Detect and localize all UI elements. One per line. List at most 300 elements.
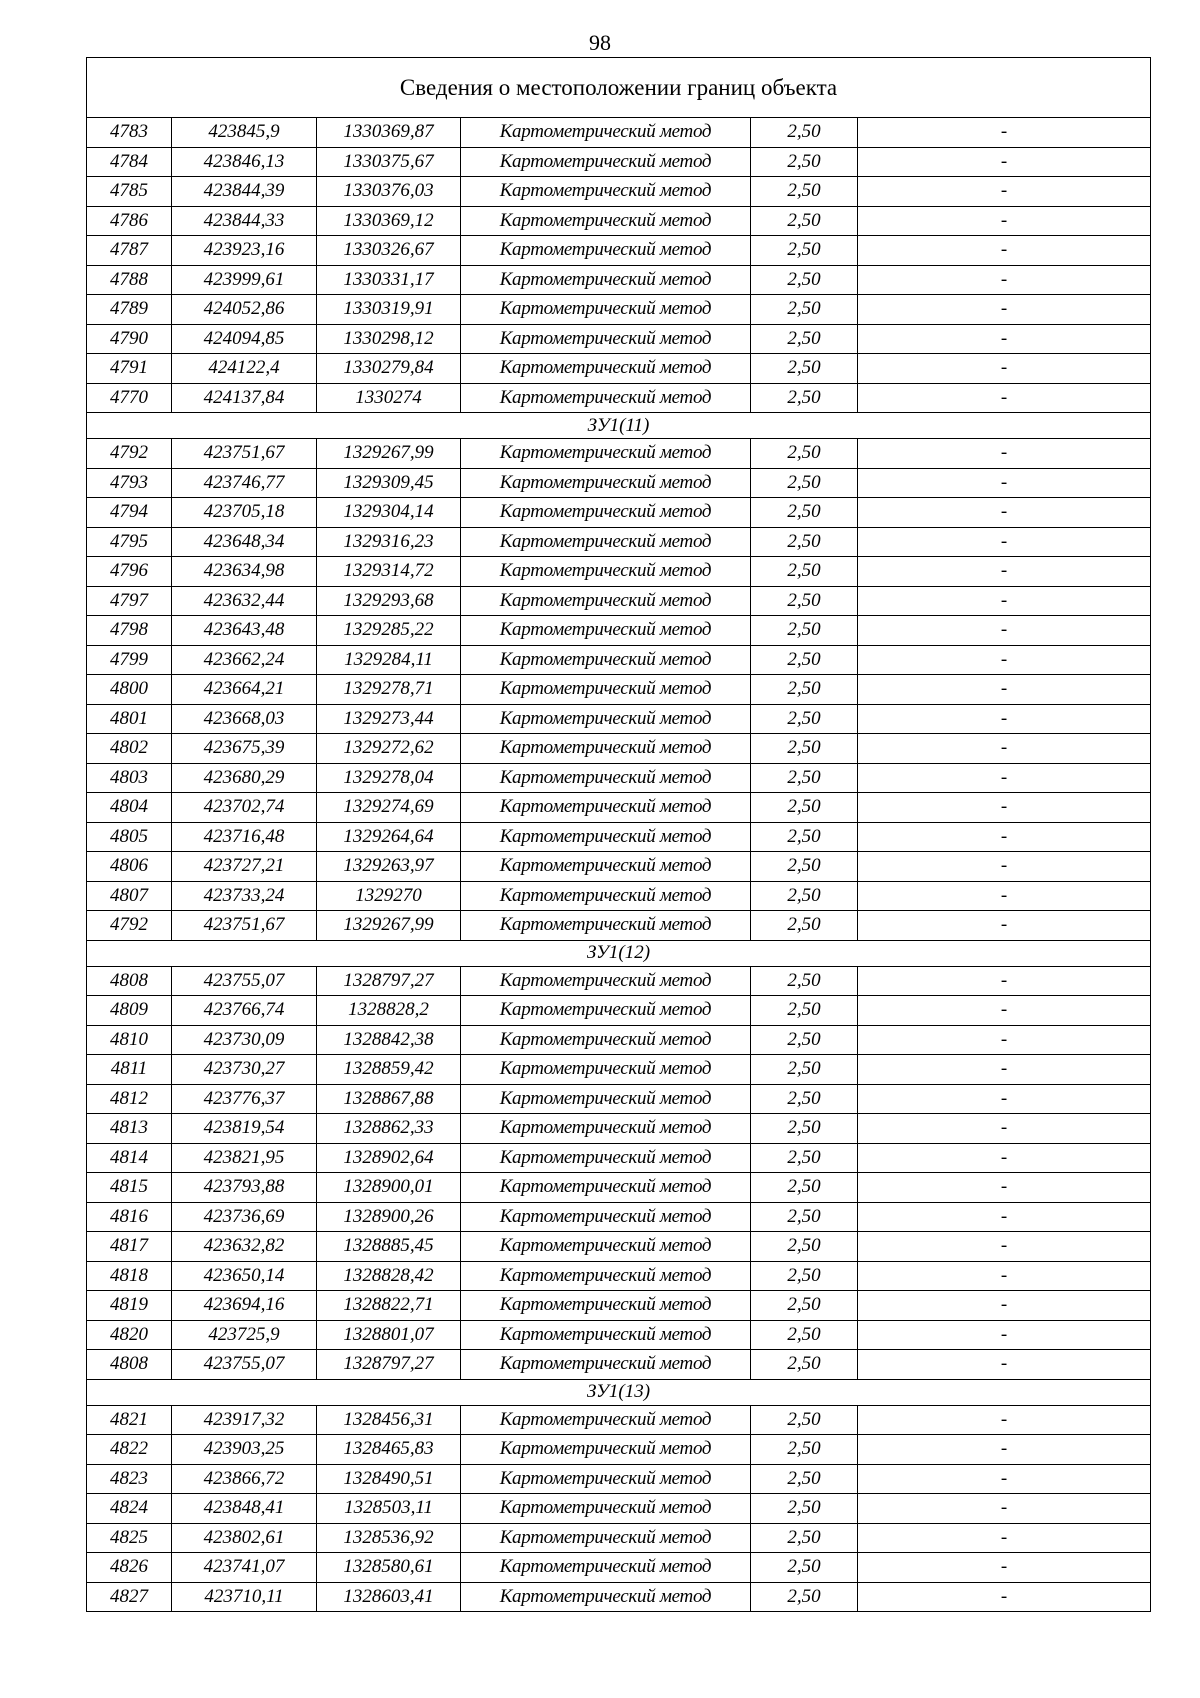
method-cell: Картометрический метод bbox=[461, 439, 751, 469]
accuracy-cell: 2,50 bbox=[751, 1405, 858, 1435]
x-coordinate-cell: 423664,21 bbox=[172, 675, 317, 705]
point-number-cell: 4802 bbox=[87, 734, 172, 764]
method-cell: Картометрический метод bbox=[461, 1055, 751, 1085]
description-cell: - bbox=[858, 616, 1151, 646]
boundary-coordinates-table bbox=[86, 57, 1151, 1612]
table-row bbox=[87, 1114, 1151, 1144]
point-number-cell: 4788 bbox=[87, 265, 172, 295]
method-cell: Картометрический метод bbox=[461, 911, 751, 941]
x-coordinate-cell: 423730,27 bbox=[172, 1055, 317, 1085]
x-coordinate-cell: 423632,44 bbox=[172, 586, 317, 616]
point-number-cell: 4809 bbox=[87, 996, 172, 1026]
point-number-cell: 4785 bbox=[87, 177, 172, 207]
table-title: Сведения о местоположении границ объекта bbox=[87, 58, 1151, 118]
table-row bbox=[87, 852, 1151, 882]
accuracy-cell: 2,50 bbox=[751, 852, 858, 882]
x-coordinate-cell: 423725,9 bbox=[172, 1320, 317, 1350]
accuracy-cell: 2,50 bbox=[751, 527, 858, 557]
point-number-cell: 4792 bbox=[87, 911, 172, 941]
method-cell: Картометрический метод bbox=[461, 645, 751, 675]
description-cell: - bbox=[858, 206, 1151, 236]
accuracy-cell: 2,50 bbox=[751, 1350, 858, 1380]
method-cell: Картометрический метод bbox=[461, 1114, 751, 1144]
point-number-cell: 4803 bbox=[87, 763, 172, 793]
description-cell: - bbox=[858, 1202, 1151, 1232]
accuracy-cell: 2,50 bbox=[751, 966, 858, 996]
description-cell: - bbox=[858, 1464, 1151, 1494]
accuracy-cell: 2,50 bbox=[751, 996, 858, 1026]
description-cell: - bbox=[858, 645, 1151, 675]
method-cell: Картометрический метод bbox=[461, 1435, 751, 1465]
x-coordinate-cell: 424094,85 bbox=[172, 324, 317, 354]
y-coordinate-cell: 1328900,26 bbox=[317, 1202, 461, 1232]
method-cell: Картометрический метод bbox=[461, 177, 751, 207]
description-cell: - bbox=[858, 734, 1151, 764]
accuracy-cell: 2,50 bbox=[751, 1494, 858, 1524]
table-row bbox=[87, 354, 1151, 384]
point-number-cell: 4806 bbox=[87, 852, 172, 882]
x-coordinate-cell: 423643,48 bbox=[172, 616, 317, 646]
method-cell: Картометрический метод bbox=[461, 236, 751, 266]
table-row bbox=[87, 1435, 1151, 1465]
y-coordinate-cell: 1329309,45 bbox=[317, 468, 461, 498]
accuracy-cell: 2,50 bbox=[751, 1143, 858, 1173]
point-number-cell: 4808 bbox=[87, 1350, 172, 1380]
y-coordinate-cell: 1328465,83 bbox=[317, 1435, 461, 1465]
x-coordinate-cell: 423680,29 bbox=[172, 763, 317, 793]
description-cell: - bbox=[858, 236, 1151, 266]
accuracy-cell: 2,50 bbox=[751, 1025, 858, 1055]
accuracy-cell: 2,50 bbox=[751, 265, 858, 295]
y-coordinate-cell: 1328862,33 bbox=[317, 1114, 461, 1144]
section-label: ЗУ1(11) bbox=[87, 413, 1151, 439]
x-coordinate-cell: 423662,24 bbox=[172, 645, 317, 675]
description-cell: - bbox=[858, 147, 1151, 177]
x-coordinate-cell: 423846,13 bbox=[172, 147, 317, 177]
description-cell: - bbox=[858, 675, 1151, 705]
x-coordinate-cell: 423802,61 bbox=[172, 1523, 317, 1553]
table-row bbox=[87, 147, 1151, 177]
point-number-cell: 4821 bbox=[87, 1405, 172, 1435]
point-number-cell: 4813 bbox=[87, 1114, 172, 1144]
accuracy-cell: 2,50 bbox=[751, 881, 858, 911]
method-cell: Картометрический метод bbox=[461, 527, 751, 557]
x-coordinate-cell: 423845,9 bbox=[172, 118, 317, 148]
accuracy-cell: 2,50 bbox=[751, 1202, 858, 1232]
accuracy-cell: 2,50 bbox=[751, 206, 858, 236]
table-row bbox=[87, 177, 1151, 207]
method-cell: Картометрический метод bbox=[461, 147, 751, 177]
x-coordinate-cell: 423903,25 bbox=[172, 1435, 317, 1465]
method-cell: Картометрический метод bbox=[461, 1320, 751, 1350]
x-coordinate-cell: 423848,41 bbox=[172, 1494, 317, 1524]
point-number-cell: 4817 bbox=[87, 1232, 172, 1262]
y-coordinate-cell: 1328867,88 bbox=[317, 1084, 461, 1114]
x-coordinate-cell: 424052,86 bbox=[172, 295, 317, 325]
table-row bbox=[87, 236, 1151, 266]
point-number-cell: 4783 bbox=[87, 118, 172, 148]
accuracy-cell: 2,50 bbox=[751, 734, 858, 764]
point-number-cell: 4814 bbox=[87, 1143, 172, 1173]
method-cell: Картометрический метод bbox=[461, 704, 751, 734]
point-number-cell: 4786 bbox=[87, 206, 172, 236]
x-coordinate-cell: 423766,74 bbox=[172, 996, 317, 1026]
accuracy-cell: 2,50 bbox=[751, 1291, 858, 1321]
method-cell: Картометрический метод bbox=[461, 295, 751, 325]
y-coordinate-cell: 1329316,23 bbox=[317, 527, 461, 557]
accuracy-cell: 2,50 bbox=[751, 295, 858, 325]
description-cell: - bbox=[858, 1261, 1151, 1291]
x-coordinate-cell: 423844,39 bbox=[172, 177, 317, 207]
x-coordinate-cell: 423733,24 bbox=[172, 881, 317, 911]
description-cell: - bbox=[858, 1055, 1151, 1085]
point-number-cell: 4796 bbox=[87, 557, 172, 587]
y-coordinate-cell: 1328842,38 bbox=[317, 1025, 461, 1055]
method-cell: Картометрический метод bbox=[461, 118, 751, 148]
table-row bbox=[87, 1582, 1151, 1612]
y-coordinate-cell: 1329273,44 bbox=[317, 704, 461, 734]
method-cell: Картометрический метод bbox=[461, 1582, 751, 1612]
y-coordinate-cell: 1330319,91 bbox=[317, 295, 461, 325]
y-coordinate-cell: 1328885,45 bbox=[317, 1232, 461, 1262]
method-cell: Картометрический метод bbox=[461, 586, 751, 616]
method-cell: Картометрический метод bbox=[461, 1291, 751, 1321]
y-coordinate-cell: 1328797,27 bbox=[317, 966, 461, 996]
method-cell: Картометрический метод bbox=[461, 324, 751, 354]
table-row bbox=[87, 206, 1151, 236]
table-row bbox=[87, 468, 1151, 498]
accuracy-cell: 2,50 bbox=[751, 793, 858, 823]
y-coordinate-cell: 1328801,07 bbox=[317, 1320, 461, 1350]
y-coordinate-cell: 1329267,99 bbox=[317, 439, 461, 469]
accuracy-cell: 2,50 bbox=[751, 498, 858, 528]
y-coordinate-cell: 1328902,64 bbox=[317, 1143, 461, 1173]
table-row bbox=[87, 1405, 1151, 1435]
x-coordinate-cell: 423819,54 bbox=[172, 1114, 317, 1144]
x-coordinate-cell: 423923,16 bbox=[172, 236, 317, 266]
method-cell: Картометрический метод bbox=[461, 354, 751, 384]
table-row bbox=[87, 675, 1151, 705]
table-row bbox=[87, 911, 1151, 941]
method-cell: Картометрический метод bbox=[461, 966, 751, 996]
table-row bbox=[87, 996, 1151, 1026]
y-coordinate-cell: 1329285,22 bbox=[317, 616, 461, 646]
table-row bbox=[87, 265, 1151, 295]
table-row bbox=[87, 966, 1151, 996]
description-cell: - bbox=[858, 704, 1151, 734]
point-number-cell: 4808 bbox=[87, 966, 172, 996]
accuracy-cell: 2,50 bbox=[751, 439, 858, 469]
method-cell: Картометрический метод bbox=[461, 763, 751, 793]
table-row bbox=[87, 734, 1151, 764]
description-cell: - bbox=[858, 966, 1151, 996]
description-cell: - bbox=[858, 911, 1151, 941]
point-number-cell: 4819 bbox=[87, 1291, 172, 1321]
description-cell: - bbox=[858, 1143, 1151, 1173]
table-row bbox=[87, 763, 1151, 793]
description-cell: - bbox=[858, 1025, 1151, 1055]
point-number-cell: 4787 bbox=[87, 236, 172, 266]
accuracy-cell: 2,50 bbox=[751, 586, 858, 616]
description-cell: - bbox=[858, 295, 1151, 325]
point-number-cell: 4793 bbox=[87, 468, 172, 498]
y-coordinate-cell: 1328503,11 bbox=[317, 1494, 461, 1524]
description-cell: - bbox=[858, 1320, 1151, 1350]
table-row bbox=[87, 616, 1151, 646]
accuracy-cell: 2,50 bbox=[751, 1435, 858, 1465]
accuracy-cell: 2,50 bbox=[751, 1464, 858, 1494]
point-number-cell: 4810 bbox=[87, 1025, 172, 1055]
x-coordinate-cell: 423844,33 bbox=[172, 206, 317, 236]
description-cell: - bbox=[858, 1114, 1151, 1144]
x-coordinate-cell: 423741,07 bbox=[172, 1553, 317, 1583]
description-cell: - bbox=[858, 1350, 1151, 1380]
table-row bbox=[87, 1173, 1151, 1203]
accuracy-cell: 2,50 bbox=[751, 468, 858, 498]
method-cell: Картометрический метод bbox=[461, 1350, 751, 1380]
description-cell: - bbox=[858, 557, 1151, 587]
y-coordinate-cell: 1330331,17 bbox=[317, 265, 461, 295]
point-number-cell: 4799 bbox=[87, 645, 172, 675]
y-coordinate-cell: 1330369,12 bbox=[317, 206, 461, 236]
description-cell: - bbox=[858, 324, 1151, 354]
description-cell: - bbox=[858, 1084, 1151, 1114]
y-coordinate-cell: 1328828,42 bbox=[317, 1261, 461, 1291]
x-coordinate-cell: 423710,11 bbox=[172, 1582, 317, 1612]
y-coordinate-cell: 1329304,14 bbox=[317, 498, 461, 528]
y-coordinate-cell: 1328828,2 bbox=[317, 996, 461, 1026]
table-row bbox=[87, 295, 1151, 325]
description-cell: - bbox=[858, 793, 1151, 823]
method-cell: Картометрический метод bbox=[461, 675, 751, 705]
method-cell: Картометрический метод bbox=[461, 852, 751, 882]
point-number-cell: 4816 bbox=[87, 1202, 172, 1232]
method-cell: Картометрический метод bbox=[461, 793, 751, 823]
method-cell: Картометрический метод bbox=[461, 1173, 751, 1203]
table-row bbox=[87, 1350, 1151, 1380]
x-coordinate-cell: 423755,07 bbox=[172, 966, 317, 996]
point-number-cell: 4770 bbox=[87, 383, 172, 413]
y-coordinate-cell: 1328603,41 bbox=[317, 1582, 461, 1612]
description-cell: - bbox=[858, 1435, 1151, 1465]
point-number-cell: 4818 bbox=[87, 1261, 172, 1291]
x-coordinate-cell: 423736,69 bbox=[172, 1202, 317, 1232]
section-label: ЗУ1(13) bbox=[87, 1379, 1151, 1405]
y-coordinate-cell: 1329274,69 bbox=[317, 793, 461, 823]
point-number-cell: 4801 bbox=[87, 704, 172, 734]
accuracy-cell: 2,50 bbox=[751, 1232, 858, 1262]
x-coordinate-cell: 423716,48 bbox=[172, 822, 317, 852]
method-cell: Картометрический метод bbox=[461, 1261, 751, 1291]
point-number-cell: 4798 bbox=[87, 616, 172, 646]
table-row bbox=[87, 793, 1151, 823]
accuracy-cell: 2,50 bbox=[751, 118, 858, 148]
y-coordinate-cell: 1329314,72 bbox=[317, 557, 461, 587]
x-coordinate-cell: 423634,98 bbox=[172, 557, 317, 587]
point-number-cell: 4791 bbox=[87, 354, 172, 384]
table-row bbox=[87, 1232, 1151, 1262]
accuracy-cell: 2,50 bbox=[751, 1553, 858, 1583]
accuracy-cell: 2,50 bbox=[751, 1523, 858, 1553]
x-coordinate-cell: 423793,88 bbox=[172, 1173, 317, 1203]
description-cell: - bbox=[858, 265, 1151, 295]
table-title-row bbox=[87, 58, 1151, 118]
point-number-cell: 4820 bbox=[87, 1320, 172, 1350]
y-coordinate-cell: 1328859,42 bbox=[317, 1055, 461, 1085]
table-row bbox=[87, 1143, 1151, 1173]
accuracy-cell: 2,50 bbox=[751, 616, 858, 646]
accuracy-cell: 2,50 bbox=[751, 822, 858, 852]
y-coordinate-cell: 1330279,84 bbox=[317, 354, 461, 384]
description-cell: - bbox=[858, 1291, 1151, 1321]
accuracy-cell: 2,50 bbox=[751, 911, 858, 941]
x-coordinate-cell: 423821,95 bbox=[172, 1143, 317, 1173]
description-cell: - bbox=[858, 468, 1151, 498]
x-coordinate-cell: 423648,34 bbox=[172, 527, 317, 557]
y-coordinate-cell: 1329293,68 bbox=[317, 586, 461, 616]
table-row bbox=[87, 324, 1151, 354]
point-number-cell: 4795 bbox=[87, 527, 172, 557]
description-cell: - bbox=[858, 1173, 1151, 1203]
description-cell: - bbox=[858, 354, 1151, 384]
accuracy-cell: 2,50 bbox=[751, 557, 858, 587]
x-coordinate-cell: 423675,39 bbox=[172, 734, 317, 764]
x-coordinate-cell: 423694,16 bbox=[172, 1291, 317, 1321]
section-row bbox=[87, 413, 1151, 439]
table-row bbox=[87, 1320, 1151, 1350]
point-number-cell: 4784 bbox=[87, 147, 172, 177]
accuracy-cell: 2,50 bbox=[751, 1055, 858, 1085]
accuracy-cell: 2,50 bbox=[751, 645, 858, 675]
x-coordinate-cell: 423776,37 bbox=[172, 1084, 317, 1114]
page-number: 98 bbox=[589, 30, 611, 55]
point-number-cell: 4794 bbox=[87, 498, 172, 528]
table-row bbox=[87, 645, 1151, 675]
description-cell: - bbox=[858, 1232, 1151, 1262]
point-number-cell: 4811 bbox=[87, 1055, 172, 1085]
table-row bbox=[87, 1084, 1151, 1114]
accuracy-cell: 2,50 bbox=[751, 675, 858, 705]
table-row bbox=[87, 586, 1151, 616]
table-row bbox=[87, 881, 1151, 911]
method-cell: Картометрический метод bbox=[461, 468, 751, 498]
table-row bbox=[87, 1261, 1151, 1291]
method-cell: Картометрический метод bbox=[461, 1553, 751, 1583]
method-cell: Картометрический метод bbox=[461, 498, 751, 528]
y-coordinate-cell: 1329284,11 bbox=[317, 645, 461, 675]
method-cell: Картометрический метод bbox=[461, 265, 751, 295]
point-number-cell: 4805 bbox=[87, 822, 172, 852]
point-number-cell: 4812 bbox=[87, 1084, 172, 1114]
description-cell: - bbox=[858, 1553, 1151, 1583]
accuracy-cell: 2,50 bbox=[751, 1084, 858, 1114]
method-cell: Картометрический метод bbox=[461, 822, 751, 852]
y-coordinate-cell: 1330375,67 bbox=[317, 147, 461, 177]
accuracy-cell: 2,50 bbox=[751, 236, 858, 266]
description-cell: - bbox=[858, 177, 1151, 207]
method-cell: Картометрический метод bbox=[461, 996, 751, 1026]
x-coordinate-cell: 424122,4 bbox=[172, 354, 317, 384]
table-row bbox=[87, 1025, 1151, 1055]
description-cell: - bbox=[858, 881, 1151, 911]
y-coordinate-cell: 1330274 bbox=[317, 383, 461, 413]
point-number-cell: 4790 bbox=[87, 324, 172, 354]
table-row bbox=[87, 1055, 1151, 1085]
y-coordinate-cell: 1328580,61 bbox=[317, 1553, 461, 1583]
accuracy-cell: 2,50 bbox=[751, 383, 858, 413]
y-coordinate-cell: 1330326,67 bbox=[317, 236, 461, 266]
x-coordinate-cell: 423999,61 bbox=[172, 265, 317, 295]
description-cell: - bbox=[858, 527, 1151, 557]
y-coordinate-cell: 1329272,62 bbox=[317, 734, 461, 764]
y-coordinate-cell: 1330369,87 bbox=[317, 118, 461, 148]
y-coordinate-cell: 1328536,92 bbox=[317, 1523, 461, 1553]
x-coordinate-cell: 423866,72 bbox=[172, 1464, 317, 1494]
point-number-cell: 4789 bbox=[87, 295, 172, 325]
section-row bbox=[87, 940, 1151, 966]
table-row bbox=[87, 1202, 1151, 1232]
x-coordinate-cell: 423746,77 bbox=[172, 468, 317, 498]
table-row bbox=[87, 439, 1151, 469]
point-number-cell: 4792 bbox=[87, 439, 172, 469]
x-coordinate-cell: 423751,67 bbox=[172, 911, 317, 941]
y-coordinate-cell: 1330298,12 bbox=[317, 324, 461, 354]
section-label: ЗУ1(12) bbox=[87, 940, 1151, 966]
x-coordinate-cell: 423705,18 bbox=[172, 498, 317, 528]
method-cell: Картометрический метод bbox=[461, 1143, 751, 1173]
x-coordinate-cell: 423917,32 bbox=[172, 1405, 317, 1435]
method-cell: Картометрический метод bbox=[461, 1232, 751, 1262]
point-number-cell: 4797 bbox=[87, 586, 172, 616]
x-coordinate-cell: 423632,82 bbox=[172, 1232, 317, 1262]
description-cell: - bbox=[858, 383, 1151, 413]
point-number-cell: 4815 bbox=[87, 1173, 172, 1203]
method-cell: Картометрический метод bbox=[461, 1202, 751, 1232]
x-coordinate-cell: 423727,21 bbox=[172, 852, 317, 882]
point-number-cell: 4800 bbox=[87, 675, 172, 705]
description-cell: - bbox=[858, 498, 1151, 528]
table-row bbox=[87, 383, 1151, 413]
table-row bbox=[87, 118, 1151, 148]
y-coordinate-cell: 1330376,03 bbox=[317, 177, 461, 207]
y-coordinate-cell: 1328456,31 bbox=[317, 1405, 461, 1435]
y-coordinate-cell: 1328490,51 bbox=[317, 1464, 461, 1494]
x-coordinate-cell: 424137,84 bbox=[172, 383, 317, 413]
y-coordinate-cell: 1328900,01 bbox=[317, 1173, 461, 1203]
accuracy-cell: 2,50 bbox=[751, 763, 858, 793]
x-coordinate-cell: 423755,07 bbox=[172, 1350, 317, 1380]
method-cell: Картометрический метод bbox=[461, 1025, 751, 1055]
description-cell: - bbox=[858, 852, 1151, 882]
accuracy-cell: 2,50 bbox=[751, 177, 858, 207]
description-cell: - bbox=[858, 822, 1151, 852]
accuracy-cell: 2,50 bbox=[751, 704, 858, 734]
y-coordinate-cell: 1329264,64 bbox=[317, 822, 461, 852]
table-row bbox=[87, 527, 1151, 557]
method-cell: Картометрический метод bbox=[461, 1405, 751, 1435]
section-row bbox=[87, 1379, 1151, 1405]
table-row bbox=[87, 1464, 1151, 1494]
table-row bbox=[87, 498, 1151, 528]
method-cell: Картометрический метод bbox=[461, 734, 751, 764]
x-coordinate-cell: 423730,09 bbox=[172, 1025, 317, 1055]
description-cell: - bbox=[858, 1405, 1151, 1435]
y-coordinate-cell: 1329263,97 bbox=[317, 852, 461, 882]
method-cell: Картометрический метод bbox=[461, 881, 751, 911]
y-coordinate-cell: 1328822,71 bbox=[317, 1291, 461, 1321]
table-row bbox=[87, 1494, 1151, 1524]
x-coordinate-cell: 423650,14 bbox=[172, 1261, 317, 1291]
